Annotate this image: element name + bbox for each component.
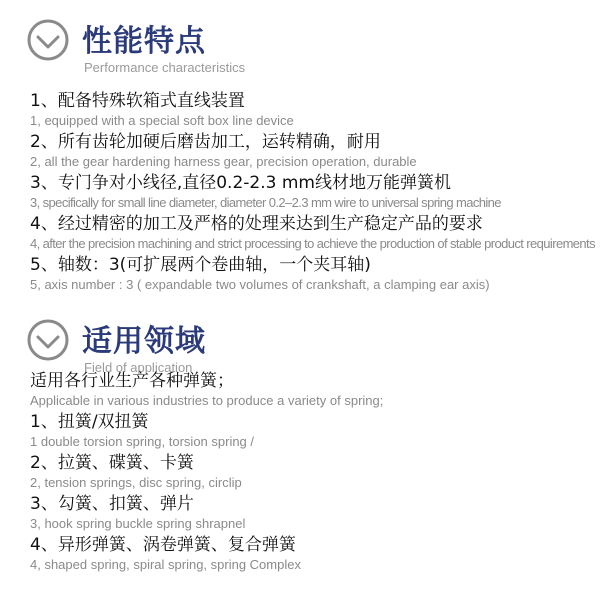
list-item-en: 5, axis number : 3 ( expandable two volumes of crankshaft, a clamping ear axis) (30, 277, 490, 292)
application-subtitle: Field of application (84, 360, 193, 375)
list-item-cn: 2、拉簧、碟簧、卡簧 (30, 453, 194, 473)
list-item-cn: 1、扭簧/双扭簧 (30, 412, 149, 432)
list-item-cn: 适用各行业生产各种弹簧； (30, 371, 234, 391)
application-title: 适用领域 (82, 324, 206, 359)
list-item-en: 2, all the gear hardening harness gear, precision operation, durable (30, 154, 417, 169)
list-item-en: 4, shaped spring, spiral spring, spring Complex (30, 557, 301, 572)
check-circle-icon (26, 318, 72, 364)
list-item-cn: 2、所有齿轮加硬后磨齿加工，运转精确，耐用 (30, 132, 381, 152)
list-item-cn: 4、异形弹簧、涡卷弹簧、复合弹簧 (30, 535, 296, 555)
list-item-en: 4, after the precision machining and strict processing to achieve the production of stable product requirements (30, 236, 595, 251)
performance-list (30, 90, 595, 295)
list-item-en: 1 double torsion spring, torsion spring / (30, 434, 255, 449)
list-item-cn: 1、配备特殊软箱式直线装置 (30, 91, 245, 111)
performance-subtitle: Performance characteristics (84, 60, 246, 75)
check-circle-icon (26, 18, 72, 64)
list-item-cn: 4、经过精密的加工及严格的处理来达到生产稳定产品的要求 (30, 214, 483, 234)
list-item-en: 3, hook spring buckle spring shrapnel (30, 516, 246, 531)
list-item-en: 3, specifically for small line diameter, diameter 0.2–2.3 mm wire to universal spring machine (30, 195, 501, 210)
performance-header (26, 18, 586, 80)
list-item-en: 2, tension springs, disc spring, circlip (30, 475, 242, 490)
application-list (30, 370, 590, 575)
list-item-en: Applicable in various industries to produce a variety of spring; (30, 393, 384, 408)
list-item-cn: 3、专门争对小线径,直径0.2-2.3 mm线材地万能弹簧机 (30, 173, 451, 193)
list-item-en: 1, equipped with a special soft box line device (30, 113, 294, 128)
list-item-cn: 3、勾簧、扣簧、弹片 (30, 494, 194, 514)
list-item-cn: 5、轴数：3(可扩展两个卷曲轴，一个夹耳轴) (30, 255, 371, 275)
performance-title: 性能特点 (82, 24, 206, 59)
